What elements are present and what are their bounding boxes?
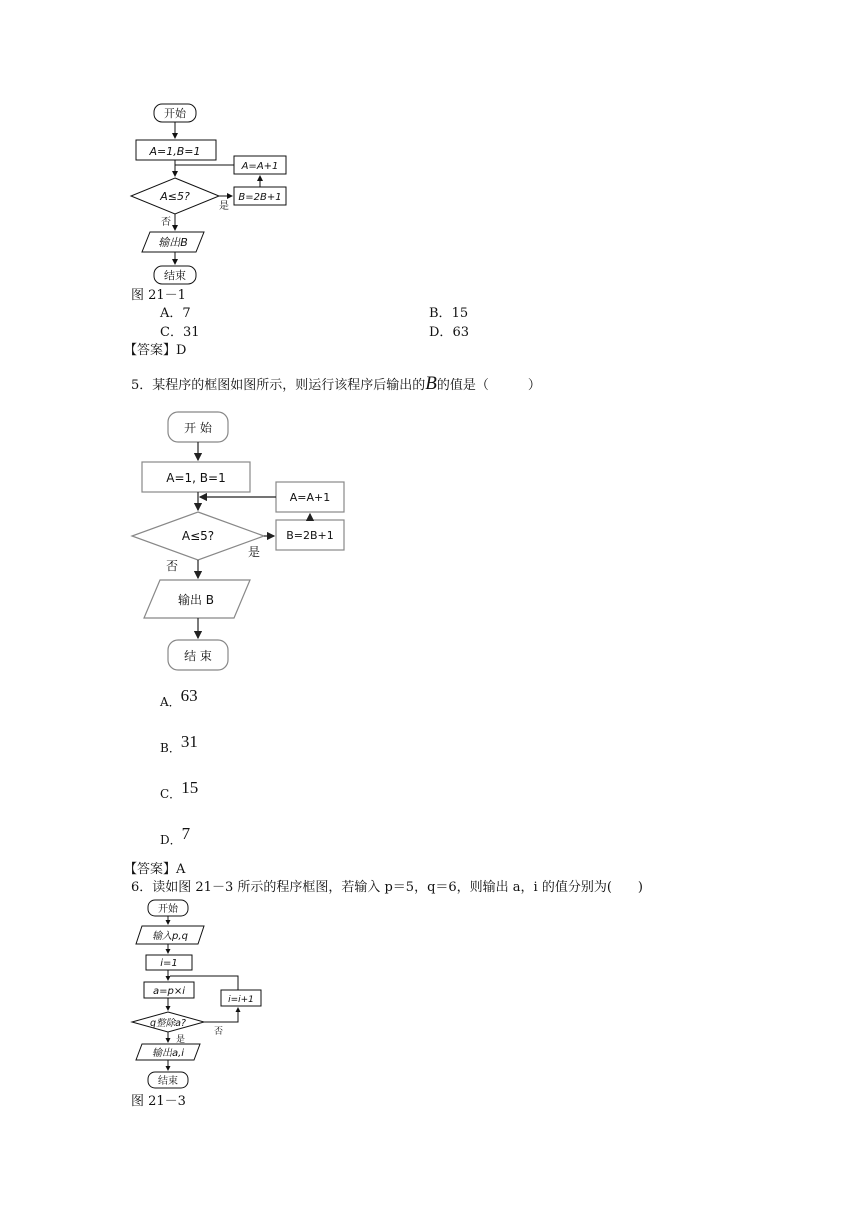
q4-option-a: A．7	[160, 306, 191, 321]
figure-caption-21-3: 图 21－3	[131, 1094, 186, 1109]
end-label: 结束	[164, 269, 186, 282]
assign-label: a=p×i	[152, 986, 186, 997]
start-label: 开始	[164, 107, 186, 120]
increment-label: i=i+1	[228, 995, 254, 1005]
flowchart-2	[128, 408, 350, 676]
flowchart-1	[128, 100, 290, 290]
init-label: A=1,B=1	[149, 145, 201, 158]
yes-label: 是	[219, 201, 229, 212]
q6-stem: 6．读如图 21－3 所示的程序框图，若输入 p＝5，q＝6，则输出 a，i 的值分别为( )	[131, 880, 643, 895]
yes-label: 是	[248, 545, 261, 559]
start-label: 开始	[158, 904, 178, 915]
output-label: 输出B	[158, 236, 188, 249]
output-label: 输出a,i	[151, 1048, 185, 1059]
q5-option-d: D．7	[160, 824, 191, 847]
input-label: 输入p,q	[152, 931, 188, 942]
q4-option-d: D．63	[429, 325, 469, 340]
q5-answer: 【答案】A	[124, 862, 186, 877]
yes-label: 是	[176, 1035, 186, 1045]
condition-label: A≤5?	[160, 190, 190, 203]
end-label: 结 束	[184, 649, 212, 663]
no-label: 否	[161, 217, 171, 228]
update-b-label: B=2B+1	[238, 192, 282, 203]
no-label: 否	[214, 1027, 224, 1037]
q5-option-a: A．63	[160, 686, 198, 709]
figure-caption-21-1: 图 21－1	[131, 288, 186, 303]
flowchart-3	[128, 896, 268, 1092]
q4-option-c: C．31	[160, 325, 200, 340]
q4-option-b: B．15	[429, 306, 469, 321]
q5-stem: 5．某程序的框图如图所示，则运行该程序后输出的B的值是（ ）	[131, 373, 541, 394]
init-label: A=1, B=1	[166, 471, 226, 485]
start-label: 开 始	[184, 421, 212, 435]
q4-answer: 【答案】D	[124, 343, 187, 358]
q5-option-c: C．15	[160, 778, 199, 801]
update-a-label: A=A+1	[289, 491, 331, 504]
condition-label: A≤5?	[181, 529, 215, 543]
init-label: i=1	[160, 958, 178, 969]
update-b-label: B=2B+1	[286, 529, 334, 542]
condition-label: q整除a?	[150, 1018, 186, 1029]
no-label: 否	[166, 559, 179, 573]
end-label: 结束	[158, 1076, 178, 1087]
output-label: 输出 B	[177, 593, 215, 607]
q5-option-b: B．31	[160, 732, 198, 755]
update-a-label: A=A+1	[241, 161, 279, 172]
